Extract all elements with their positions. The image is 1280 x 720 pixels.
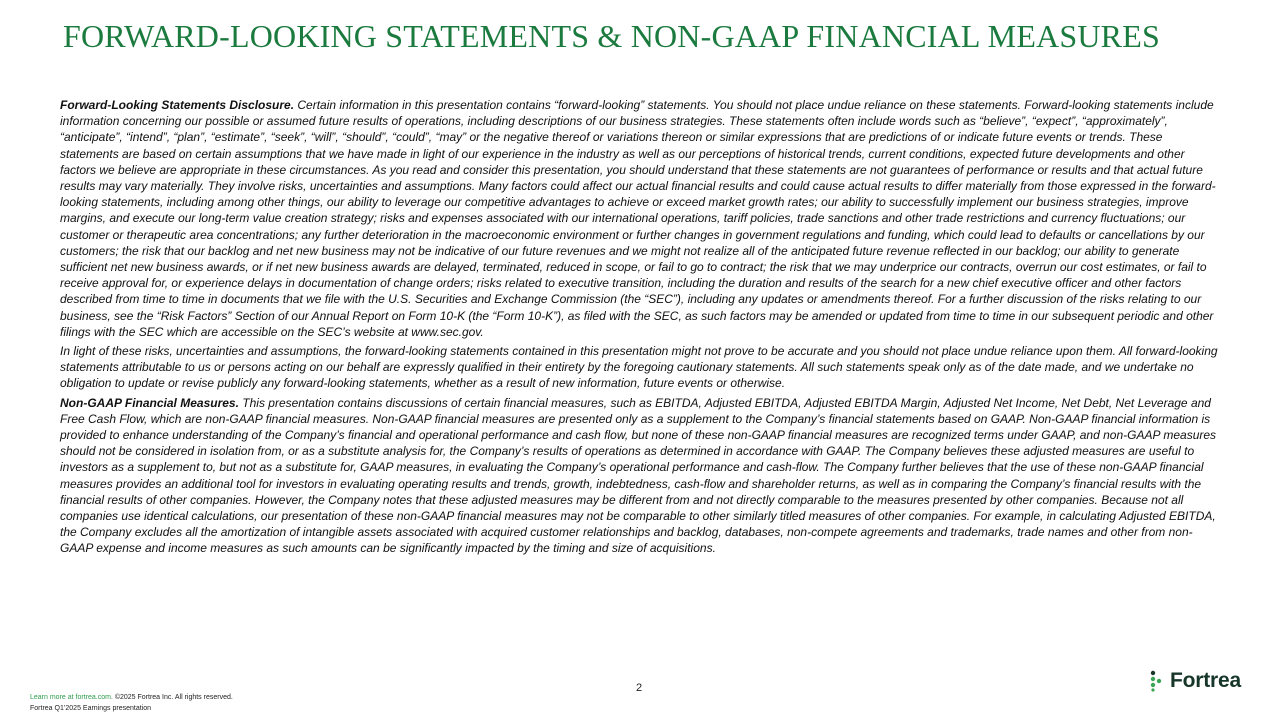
risk-text: In light of these risks, uncertainties and assumptions, the forward-looking statements contained in this presentation might not prove to be accurate and you should not place undue reliance upon them. All forward-looking statements attributable to us or persons acting on our behalf are expressly qualified in their entirety by the foregoing cautionary statements. All such statements speak only as of the date made, and we undertake no obligation to update or revise publicly any forward-looking statements, whether as a result of new information, future events or otherwise. xyxy=(60,344,1218,391)
forward-looking-text: Certain information in this presentation contains “forward-looking” statements. You should not place undue reliance on these statements. Forward-looking statements include information concerning our possible or assumed future results of operations, including descriptions of our business strategies. These statements often include words such as “believe”, “expect”, “approximately”, “anticipate”, “intend”, “plan”, “estimate”, “seek”, “will”, “should”, “could”, “may” or the negative thereof or variations thereon or similar expressions that are predictions of or indicate future events or trends. These statements are based on certain assumptions that we have made in light of our experience in the industry as well as our perceptions of historical trends, current conditions, expected future developments and other factors we believe are appropriate in these circumstances. As you read and consider this presentation, you should understand that these statements are not guarantees of performance or results and that actual future results may vary materially. They involve risks, uncertainties and assumptions. Many factors could affect our actual financial results and could cause actual results to differ materially from those expressed in the forward-looking statements, including among other things, our ability to leverage our competitive advantages to achieve or exceed market growth rates; our ability to successfully implement our business strategies, improve margins, and execute our long-term value creation strategy; risks and expenses associated with our international operations, tariff policies, trade sanctions and other trade restrictions and currency fluctuations; our customer or therapeutic area concentrations; any further deterioration in the macroeconomic environment or further changes in government regulations and funding, which could lead to defaults or cancellations by our customers; the risk that our backlog and net new business may not be indicative of our future revenues and we might not realize all of the anticipated future revenue reflected in our backlog; our ability to generate sufficient net new business awards, or if net new business awards are delayed, terminated, reduced in scope, or fail to go to contract; the risk that we may underprice our contracts, overrun our cost estimates, or fail to receive approval for, or experience delays in documentation of change orders; risks related to executive transition, including the duration and results of the search for a new chief executive officer and other factors described from time to time in documents that we file with the U.S. Securities and Exchange Commission (the “SEC”), including any updates or amendments thereof. For a further discussion of the risks relating to our business, see the “Risk Factors” Section of our Annual Report on Form 10-K (the “Form 10-K”), as filed with the SEC, as such factors may be amended or updated from time to time in our subsequent periodic and other filings with the SEC which are accessible on the SEC’s website at www.sec.gov. xyxy=(60,98,1216,339)
forward-looking-heading: Forward-Looking Statements Disclosure. xyxy=(60,98,295,112)
non-gaap-heading: Non-GAAP Financial Measures. xyxy=(60,395,239,410)
footer-line-2: Fortrea Q1’2025 Earnings presentation xyxy=(30,705,152,712)
page-title: FORWARD-LOOKING STATEMENTS & NON-GAAP FINANCIAL MEASURES xyxy=(63,18,1160,54)
fortrea-logo xyxy=(1150,669,1241,693)
forward-looking-paragraph xyxy=(60,97,1222,340)
non-gaap-paragraph xyxy=(60,395,1222,557)
logo-text: Fortrea xyxy=(1170,669,1241,692)
fortrea-logo-icon xyxy=(1150,670,1166,692)
disclosure-body xyxy=(60,97,1222,560)
copyright-text: ©2025 Fortrea Inc. All rights reserved. xyxy=(112,694,233,701)
risk-paragraph xyxy=(60,343,1222,392)
footer-line-1 xyxy=(30,692,233,703)
non-gaap-text: This presentation contains discussions of certain financial measures, such as EBITDA, Adjusted EBITDA, Adjusted EBITDA Margin, Adjusted Net Income, Net Debt, Net Leverage and Free Cash Flow, which are non-GAAP financial measures. Non-GAAP financial measures are presented only as a supplement to the Company’s financial statements based on GAAP. Non-GAAP financial information is provided to enhance understanding of the Company’s financial and operational performance and cash flow, but none of these non-GAAP financial measures are recognized terms under GAAP, and non-GAAP measures should not be considered in isolation from, or as a substitute analysis for, the Company’s results of operations as determined in accordance with GAAP. The Company believes these adjusted measures are useful to investors as a supplement to, but not as a substitute for, GAAP measures, in evaluating the Company’s operational performance and cash-flow. The Company further believes that the use of these non-GAAP financial measures provides an additional tool for investors in evaluating operating results and trends, growth, indebtedness, cash-flow and shareholder returns, as well as in comparing the Company’s financial results with the financial results of other companies. However, the Company notes that these adjusted measures may be different from and not directly comparable to the measures presented by other companies. Because not all companies use identical calculations, our presentation of these non-GAAP financial measures may not be comparable to other similarly titled measures of other companies. For example, in calculating Adjusted EBITDA, the Company excludes all the amortization of intangible assets associated with acquired customer relationships and backlog, databases, non-compete agreements and trademarks, trade names and other from non-GAAP expense and income measures as such amounts can be significantly impacted by the timing and size of acquisitions. xyxy=(60,395,1217,556)
website-link[interactable]: Learn more at fortrea.com. xyxy=(30,694,113,701)
page-number: 2 xyxy=(636,682,643,694)
footer xyxy=(30,692,233,714)
